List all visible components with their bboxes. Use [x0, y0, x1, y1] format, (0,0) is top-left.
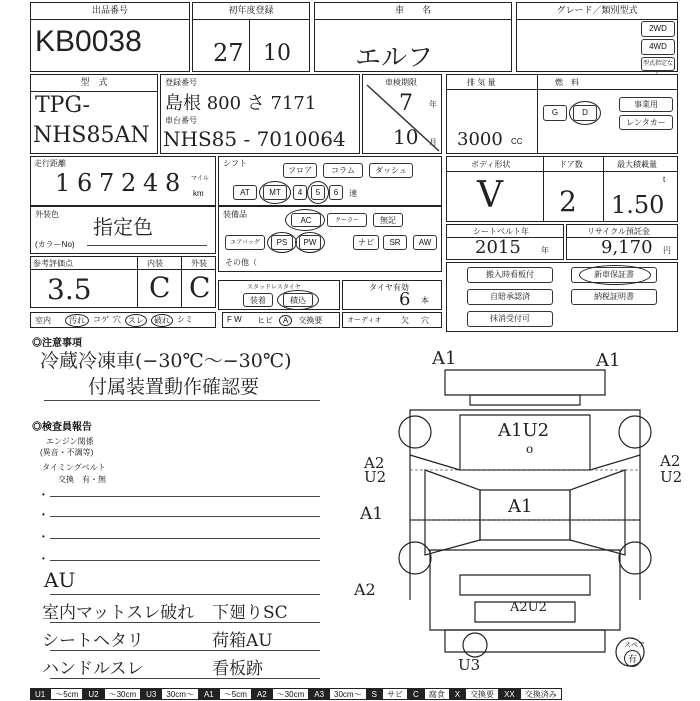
equip-ps: PS: [271, 235, 293, 250]
report-timing-sub: 交換 有・無: [58, 475, 106, 484]
damage-mark: U3: [458, 656, 481, 674]
score-outer: C: [189, 271, 211, 304]
inspection-month: 10: [393, 125, 419, 149]
lot-label: 出品番号: [31, 3, 189, 20]
tire-label: タイヤ有効: [369, 283, 409, 292]
capacity-unit: t: [663, 175, 666, 184]
legend-desc: 30cm〜: [161, 688, 199, 700]
equip-nav: ナビ: [353, 235, 379, 250]
model-name: エルフ: [355, 43, 434, 73]
docs-box: [446, 262, 678, 332]
capacity-value: 1.50: [611, 191, 665, 219]
equip-aw: AW: [413, 235, 437, 250]
type-line2: NHS85AN: [33, 123, 150, 148]
color-value: 指定色: [93, 215, 153, 239]
damage-mark: A2: [364, 454, 385, 472]
damage-mark: A1: [508, 496, 533, 517]
equip-none: 無記: [373, 213, 403, 227]
mileage-unit-mile: マイル: [191, 176, 209, 182]
usage-rental: レンタカー: [619, 115, 673, 130]
grade-4wd: 4WD: [641, 39, 675, 55]
shift-column: コラム: [323, 163, 363, 178]
legend-desc: 〜30cm: [104, 688, 142, 700]
interior-item: コゲ: [93, 315, 109, 324]
equipment-other: その他（: [225, 258, 257, 267]
engine-box: [446, 74, 678, 154]
recycle-value: 9,170: [601, 237, 653, 258]
report-line: 看板跡: [212, 659, 263, 679]
legend-code: XX: [499, 688, 520, 700]
engine-unit: CC: [511, 137, 523, 146]
color-box: [30, 206, 216, 254]
type-box: [30, 74, 158, 154]
report-line: AU: [44, 568, 76, 592]
notes-label: ◎注意事項: [32, 338, 82, 349]
score-inner: C: [149, 271, 171, 304]
equipment-label: 装備品: [223, 210, 247, 219]
damage-legend: [30, 688, 680, 700]
damage-mark: o: [526, 442, 534, 456]
shift-6: 6: [329, 185, 343, 200]
legend-code: A1: [199, 688, 219, 700]
interior-item: 破れ: [151, 314, 173, 327]
interior-label: 室内: [35, 316, 51, 325]
inspection-month-unit: 月: [429, 138, 437, 147]
interior-item: スレ: [125, 314, 147, 327]
type-label: 型 式: [31, 75, 157, 92]
inspection-label: 車検期限: [385, 78, 417, 87]
inspection-year: 7: [399, 91, 413, 116]
audio-label: オーディオ: [347, 317, 382, 324]
report-engine-sub: (異音・不調等): [40, 448, 94, 457]
mileage-digit: 6: [77, 169, 93, 197]
mileage-digit: 1: [55, 169, 71, 197]
body-box: [446, 156, 678, 222]
lot-box: [30, 2, 190, 72]
mileage-digit: 4: [143, 169, 159, 197]
doors-label: ドア数: [559, 160, 583, 169]
legend-code: U1: [30, 688, 50, 700]
shift-floor: フロア: [283, 163, 317, 178]
fw-item: 交換要: [298, 316, 323, 325]
color-sublabel: (カラーNo): [35, 240, 75, 249]
tire-box: [342, 280, 442, 310]
notes-line1: 冷蔵冷凍車(−30℃〜−30℃): [40, 350, 292, 372]
report-line: 荷箱AU: [212, 631, 273, 651]
interior-box: [30, 312, 216, 328]
shift-4: 4: [293, 185, 307, 200]
damage-mark: A1U2: [498, 420, 550, 441]
seatbelt-label: シートベルト年: [473, 227, 529, 236]
shift-5: 5: [311, 185, 325, 200]
damage-mark: U2: [364, 468, 387, 486]
fw-box: [222, 312, 340, 328]
fuel-g: G: [543, 105, 567, 121]
legend-desc: 交換要: [465, 688, 499, 700]
year-box: [192, 2, 310, 72]
damage-mark: A2: [660, 452, 681, 470]
engine-label: 排 気 量: [467, 78, 496, 87]
equipment-box: [218, 206, 442, 272]
spare-label: スペア: [624, 642, 645, 649]
inspection-box: [362, 74, 442, 154]
shift-at: AT: [233, 185, 257, 200]
shift-label: シフト: [223, 159, 247, 168]
fuel-label: 燃 料: [555, 78, 579, 87]
type-line1: TPG-: [35, 93, 90, 118]
shift-box: [218, 156, 442, 206]
model-label: 車 名: [315, 3, 511, 20]
score-total-label: 参考評価点: [33, 259, 73, 268]
equip-sr: SR: [383, 235, 407, 250]
interior-item: シミ: [177, 315, 193, 324]
color-label: 外装色: [35, 210, 59, 219]
report-line: ハンドルスレ: [42, 659, 144, 679]
spare-value: 有: [624, 650, 641, 667]
doc-cancel: 抹消受付可: [467, 311, 553, 327]
legend-code: U2: [83, 688, 103, 700]
grade-2wd: 2WD: [641, 21, 675, 37]
equip-pw: PW: [299, 235, 321, 250]
damage-mark: A1: [596, 350, 621, 371]
body-label: ボディ形状: [471, 160, 511, 169]
legend-code: U3: [141, 688, 161, 700]
seatbelt-value: 2015: [475, 237, 521, 258]
legend-desc: 腐食: [424, 688, 450, 700]
recycle-unit: 円: [663, 246, 671, 255]
report-timing-label: タイミングベルト: [42, 463, 106, 472]
stud-box: [218, 280, 340, 310]
legend-code: X: [450, 688, 465, 700]
mileage-digit: 7: [99, 169, 115, 197]
score-inner-label: 内装: [147, 259, 163, 268]
stud-label: スタッドレスタイヤ: [247, 285, 301, 291]
tire-unit: 本: [421, 296, 429, 305]
doc-warranty: 新車保証書: [571, 267, 657, 283]
mileage-label: 走行距離: [34, 159, 66, 168]
mileage-digit: 2: [121, 169, 137, 197]
usage-business: 事業用: [619, 97, 673, 112]
stud-loaded: 積込: [283, 293, 313, 307]
report-line: 室内マットスレ破れ: [42, 603, 195, 623]
fw-item: ヒビ: [257, 316, 273, 325]
model-box: [314, 2, 512, 72]
mileage-unit-km: km: [193, 189, 204, 198]
doors-value: 2: [559, 185, 577, 218]
damage-mark: A1: [360, 504, 384, 524]
legend-desc: 30cm〜: [329, 688, 367, 700]
equip-ac: AC: [291, 213, 321, 227]
damage-mark: A2: [354, 580, 376, 599]
doc-signboard: 搬入時看板付: [467, 267, 553, 283]
chassis-number: NHS85 - 7010064: [163, 127, 346, 151]
legend-code: A2: [252, 688, 272, 700]
audio-item: 欠: [401, 316, 409, 325]
lot-number: KB0038: [35, 25, 142, 58]
seatbelt-box: [446, 224, 564, 260]
capacity-label: 最大積載量: [617, 160, 657, 169]
year-month: 10: [263, 41, 291, 66]
scores-box: [30, 256, 216, 308]
equip-cooler: クーラー: [327, 213, 367, 227]
shift-mt: MT: [263, 185, 287, 200]
audio-item: 穴: [421, 316, 429, 325]
inspection-year-unit: 年: [429, 100, 437, 109]
legend-desc: 〜5cm: [219, 688, 252, 700]
stud-mounted: 装着: [243, 293, 273, 307]
year-label: 初年度登録: [193, 3, 309, 20]
audio-box: [342, 312, 442, 328]
reg-box: [160, 74, 360, 154]
interior-item: 汚れ: [65, 314, 89, 327]
damage-mark: U2: [660, 468, 683, 486]
fw-label: F W: [227, 315, 242, 324]
notes-line2: 付属装置動作確認要: [88, 376, 260, 398]
damage-mark: A2U2: [510, 600, 547, 615]
report-line: 下廻りSC: [212, 603, 288, 623]
seatbelt-unit: 年: [541, 246, 549, 255]
score-total: 3.5: [47, 273, 92, 306]
legend-desc: 〜30cm: [272, 688, 310, 700]
recycle-label: リサイクル預託金: [587, 227, 650, 236]
reg-label: 登録番号: [165, 78, 197, 87]
grade-notype: 型式指定な: [641, 57, 675, 71]
shift-speed: 速: [349, 189, 357, 198]
chassis-label: 車台番号: [165, 116, 197, 125]
doc-insurance: 自賠承認済: [467, 289, 553, 305]
legend-code: A3: [309, 688, 329, 700]
mileage-box: [30, 156, 216, 206]
reg-number: 島根 800 さ 7171: [165, 93, 317, 114]
legend-desc: 〜5cm: [50, 688, 83, 700]
report-engine-label: エンジン関係: [46, 437, 94, 446]
legend-code: C: [408, 688, 424, 700]
legend-desc: 交換済み: [520, 688, 562, 700]
grade-box: [516, 2, 678, 72]
report-line: シートヘタリ: [42, 631, 144, 651]
year-era: 27: [213, 39, 244, 67]
recycle-box: [566, 224, 678, 260]
tire-value: 6: [399, 289, 411, 310]
mileage-digit: 8: [165, 169, 181, 197]
legend-desc: サビ: [382, 688, 408, 700]
fw-item: A: [279, 315, 292, 326]
interior-item: 穴: [113, 315, 121, 324]
doc-tax: 納税証明書: [571, 289, 657, 305]
score-outer-label: 外装: [191, 259, 207, 268]
grade-label: グレード／類別型式: [517, 3, 677, 20]
fuel-d: D: [573, 105, 597, 121]
engine-value: 3000: [457, 129, 503, 150]
body-value: V: [477, 175, 503, 216]
shift-dash: ダッシュ: [369, 163, 413, 178]
report-label: ◎検査員報告: [32, 422, 92, 433]
legend-code: S: [367, 688, 382, 700]
damage-mark: A1: [432, 348, 457, 369]
equip-airbag: エアバッグ: [225, 235, 265, 250]
